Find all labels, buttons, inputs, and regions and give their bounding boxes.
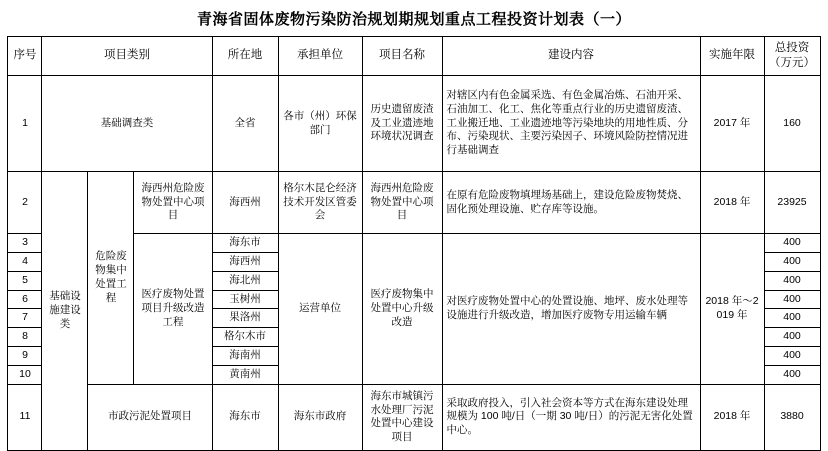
header-no: 序号 <box>8 37 42 76</box>
cell-category-basic-survey: 基础调查类 <box>42 76 212 172</box>
header-location: 所在地 <box>212 37 278 76</box>
cell-project: 历史遗留废渣及工业遗迹地环境状况调查 <box>362 76 442 172</box>
cell-subcategory: 海西州危险废物处置中心项目 <box>134 172 212 234</box>
cell-content: 对辖区内有色金属采选、有色金属冶炼、石油开采、石油加工、化工、焦化等重点行业的历史遗留废渣、工业搬迁地、工业遗迹地等污染地块的用地性质、分布、污染现状、主要污染因子、环境风险防控情况进行基础调查 <box>442 76 700 172</box>
cell-location: 海南州 <box>212 347 278 366</box>
cell-investment: 400 <box>764 366 820 385</box>
cell-period: 2017 年 <box>700 76 764 172</box>
cell-investment: 23925 <box>764 172 820 234</box>
table-header-row <box>8 37 820 76</box>
cell-location: 海北州 <box>212 271 278 290</box>
header-content: 建设内容 <box>442 37 700 76</box>
cell-unit: 海东市政府 <box>278 384 362 450</box>
page-title: 青海省固体废物污染防治规划期规划重点工程投资计划表（一） <box>196 11 631 28</box>
cell-no: 5 <box>8 271 42 290</box>
cell-unit: 各市（州）环保部门 <box>278 76 362 172</box>
header-project: 项目名称 <box>362 37 442 76</box>
cell-location: 海东市 <box>212 234 278 253</box>
cell-no: 4 <box>8 252 42 271</box>
cell-location: 果洛州 <box>212 309 278 328</box>
header-investment: 总投资（万元） <box>764 37 820 76</box>
cell-project: 海东市城镇污水处理厂污泥处置中心建设项目 <box>362 384 442 450</box>
cell-unit: 运营单位 <box>278 234 362 385</box>
cell-project: 医疗废物集中处置中心升级改造 <box>362 234 442 385</box>
cell-investment: 160 <box>764 76 820 172</box>
table-row <box>8 76 820 172</box>
cell-location: 全省 <box>212 76 278 172</box>
cell-project: 海西州危险废物处置中心项目 <box>362 172 442 234</box>
table-row <box>8 172 820 234</box>
cell-location: 海西州 <box>212 252 278 271</box>
cell-location: 黄南州 <box>212 366 278 385</box>
table-row <box>8 384 820 450</box>
header-unit: 承担单位 <box>278 37 362 76</box>
cell-no: 3 <box>8 234 42 253</box>
cell-content: 在原有危险废物填埋场基础上，建设危险废物焚烧、固化预处理设施、贮存库等设施。 <box>442 172 700 234</box>
cell-period: 2018 年 <box>700 172 764 234</box>
cell-location: 玉树州 <box>212 290 278 309</box>
cell-no: 6 <box>8 290 42 309</box>
cell-investment: 400 <box>764 271 820 290</box>
cell-subcategory-sludge: 市政污泥处置项目 <box>88 384 212 450</box>
cell-content: 采取政府投入，引入社会资本等方式在海东建设处理规模为 100 吨/日（一期 30 吨/日）的污泥无害化处置中心。 <box>442 384 700 450</box>
cell-investment: 400 <box>764 309 820 328</box>
cell-period: 2018 年～2019 年 <box>700 234 764 385</box>
cell-location: 海东市 <box>212 384 278 450</box>
cell-no: 8 <box>8 328 42 347</box>
investment-plan-table <box>7 36 820 451</box>
cell-no: 11 <box>8 384 42 450</box>
cell-no: 7 <box>8 309 42 328</box>
cell-content: 对医疗废物处置中心的处置设施、地坪、废水处理等设施进行升级改造，增加医疗废物专用运输车辆 <box>442 234 700 385</box>
cell-subcategory-medical: 医疗废物处置项目升级改造工程 <box>134 234 212 385</box>
cell-no: 2 <box>8 172 42 234</box>
cell-location: 格尔木市 <box>212 328 278 347</box>
cell-investment: 400 <box>764 252 820 271</box>
cell-investment: 400 <box>764 347 820 366</box>
cell-no: 1 <box>8 76 42 172</box>
cell-location: 海西州 <box>212 172 278 234</box>
cell-investment: 400 <box>764 328 820 347</box>
cell-no: 9 <box>8 347 42 366</box>
header-category: 项目类别 <box>42 37 212 76</box>
cell-category-hazard-project: 危险废物集中处置工程 <box>88 172 134 385</box>
cell-category-basic-facility: 基础设施建设类 <box>42 172 88 451</box>
cell-investment: 3880 <box>764 384 820 450</box>
header-period: 实施年限 <box>700 37 764 76</box>
cell-investment: 400 <box>764 234 820 253</box>
cell-no: 10 <box>8 366 42 385</box>
cell-unit: 格尔木昆仑经济技术开发区管委会 <box>278 172 362 234</box>
cell-period: 2018 年 <box>700 384 764 450</box>
cell-investment: 400 <box>764 290 820 309</box>
